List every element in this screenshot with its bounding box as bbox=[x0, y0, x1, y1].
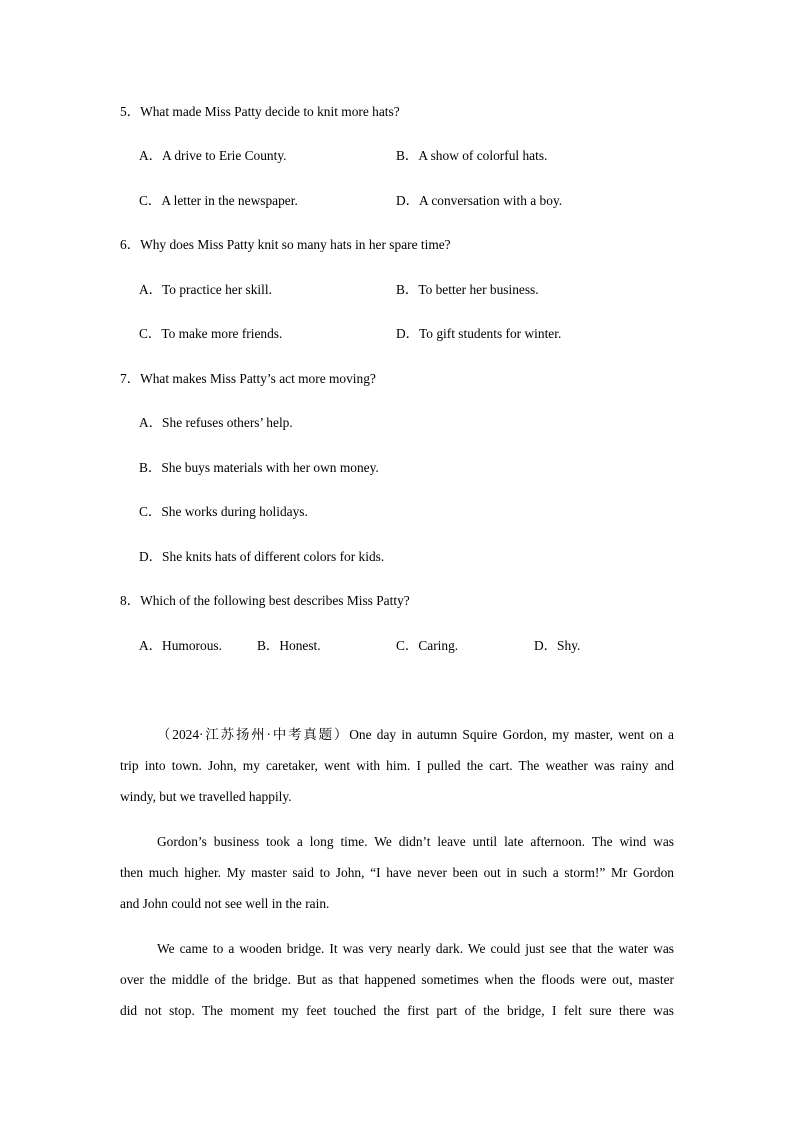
passage-p1-line-3: windy, but we travelled happily. bbox=[120, 789, 292, 804]
passage-p2-line-2: then much higher. My master said to John, “I have never been out in such a storm!” Mr Gordon bbox=[120, 865, 674, 880]
question-7-stem: 7．What makes Miss Patty’s act more moving? bbox=[120, 371, 376, 386]
question-7-option-c: C．She works during holidays. bbox=[139, 504, 308, 519]
question-7-option-d: D．She knits hats of different colors for kids. bbox=[139, 549, 385, 564]
question-7-option-a: A．She refuses others’ help. bbox=[139, 415, 293, 430]
question-8-option-a: A．Humorous. bbox=[139, 638, 222, 653]
question-5-option-b: B．A show of colorful hats. bbox=[396, 148, 548, 163]
question-6-option-b: B．To better her business. bbox=[396, 282, 539, 297]
question-8-option-c: C．Caring. bbox=[396, 638, 459, 653]
passage-p3-line-2: over the middle of the bridge. But as that happened sometimes when the floods were out, master bbox=[120, 972, 674, 987]
passage-p1-line-2: trip into town. John, my caretaker, went with him. I pulled the cart. The weather was rainy and bbox=[120, 758, 674, 773]
question-8-stem: 8．Which of the following best describes Miss Patty? bbox=[120, 593, 410, 608]
question-6-option-d: D．To gift students for winter. bbox=[396, 326, 562, 341]
passage-p3-line-1: We came to a wooden bridge. It was very nearly dark. We could just see that the water was bbox=[157, 941, 674, 956]
passage-p1-line-1: （2024·江苏扬州·中考真题）One day in autumn Squire Gordon, my master, went on a bbox=[157, 727, 674, 742]
question-6-option-a: A．To practice her skill. bbox=[139, 282, 272, 297]
question-5-stem: 5．What made Miss Patty decide to knit more hats? bbox=[120, 104, 400, 119]
question-8-option-b: B．Honest. bbox=[257, 638, 321, 653]
question-8-option-d: D．Shy. bbox=[534, 638, 581, 653]
passage-p3-line-3: did not stop. The moment my feet touched the first part of the bridge, I felt sure there was bbox=[120, 1003, 674, 1018]
question-5-option-d: D．A conversation with a boy. bbox=[396, 193, 563, 208]
question-7-option-b: B．She buys materials with her own money. bbox=[139, 460, 379, 475]
question-6-stem: 6．Why does Miss Patty knit so many hats in her spare time? bbox=[120, 237, 451, 252]
question-6-option-c: C．To make more friends. bbox=[139, 326, 283, 341]
passage-p2-line-1: Gordon’s business took a long time. We didn’t leave until late afternoon. The wind was bbox=[157, 834, 674, 849]
passage-p2-line-3: and John could not see well in the rain. bbox=[120, 896, 330, 911]
question-5-option-c: C．A letter in the newspaper. bbox=[139, 193, 298, 208]
question-5-option-a: A．A drive to Erie County. bbox=[139, 148, 287, 163]
